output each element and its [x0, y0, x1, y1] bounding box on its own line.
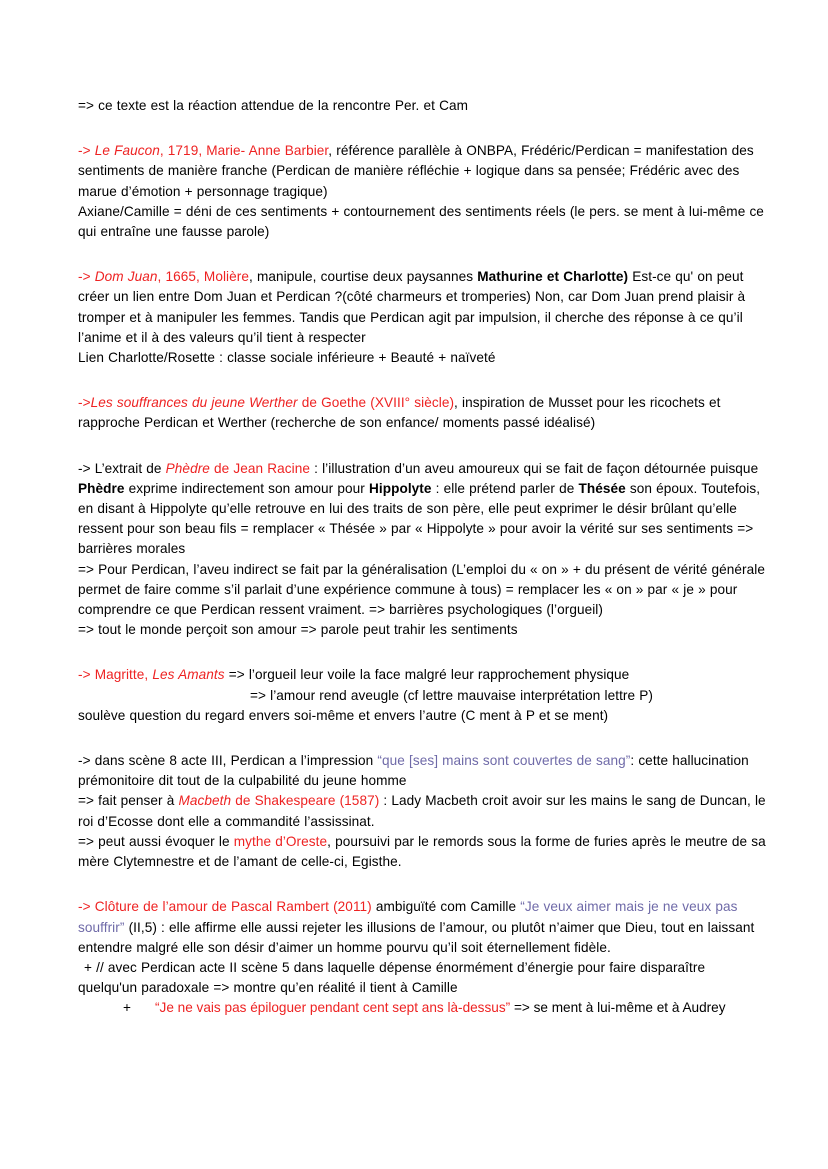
spacer — [78, 368, 768, 393]
work-title-dom-juan: Dom Juan — [94, 269, 158, 285]
macbeth-commentary: : Lady Macbeth croit avoir sur les mains le sang de Duncan, le roi d’Ecosse dont elle a commandité l’assissinat. — [78, 793, 766, 829]
arrow-marker: -> — [78, 899, 95, 915]
phedre-text-b: exprime indirectement son amour pour — [124, 480, 369, 496]
perdican-acte2-scene5-line: + // avec Perdican acte II scène 5 dans laquelle dépense énormément d’énergie pour faire disparaître quelqu'un paradoxale => montre qu’en réalité il tient à Camille — [78, 959, 706, 996]
spacer — [78, 242, 768, 267]
arrow-marker: -> — [78, 269, 95, 285]
arrow-marker: -> — [78, 395, 91, 411]
work-reference-le-faucon: , 1719, Marie- Anne Barbier — [159, 143, 329, 159]
notes-body — [78, 96, 768, 1019]
axiane-camille-line: Axiane/Camille = déni de ces sentiments + contournement des sentiments réels (le pers. se ment à lui-même ce qui entraîne une fausse parole) — [78, 203, 764, 240]
oreste-lead: => peut aussi évoquer le — [78, 833, 234, 849]
intro-line: => ce texte est la réaction attendue de la rencontre Per. et Cam — [78, 98, 468, 113]
paragraph-macbeth — [78, 751, 768, 832]
bullet-plus-marker: + — [123, 1000, 131, 1016]
bullet-item-text — [155, 998, 768, 1018]
dom-juan-text-a: , manipule, courtise deux paysannes — [248, 269, 478, 285]
spacer — [78, 726, 768, 751]
quote-je-veux-aimer: “Je veux aimer mais je ne veux pas souffrir” — [78, 899, 738, 935]
spacer — [78, 116, 768, 141]
phedre-text-a: : l’illustration d’un aveu amoureux qui se fait de façon détournée puisque — [310, 460, 759, 476]
work-title-phedre: Phèdre — [165, 460, 210, 476]
work-reference-macbeth: de Shakespeare (1587) — [231, 793, 380, 809]
macbeth-lead: => fait penser à — [78, 793, 179, 809]
parole-trahit-line: => tout le monde perçoit son amour => parole peut trahir les sentiments — [78, 622, 518, 638]
spacer — [78, 434, 768, 459]
oreste-commentary: , poursuivi par le remords sous la forme de furies après le meutre de sa mère Clytemnestre et de l’amant de celle-ci, Egisthe. — [78, 833, 766, 870]
artist-magritte: Magritte, — [94, 667, 153, 683]
arrow-marker: -> — [78, 143, 95, 159]
work-reference-phedre: de Jean Racine — [209, 460, 311, 476]
paragraph-le-faucon — [78, 141, 768, 242]
dom-juan-text-b: Est-ce qu' on peut créer un lien entre Dom Juan et Perdican ?(côté charmeurs et tromperies) Non, car Dom Juan prend plaisir à tromper et à manipuler les femmes. Tandis que Perdican agit par impulsion, il cherche des réponse à ce qu’il l’anime et il à des valeurs qu’il tient à respecter — [78, 269, 746, 345]
magritte-indented-line: => l’amour rend aveugle (cf lettre mauvaise interprétation lettre P) — [250, 687, 653, 703]
phedre-text-d: son époux. Toutefois, en disant à Hippolyte qu’elle retrouve en lui des traits de son père, elle peut exprimer le désir brûlant qu’elle ressent pour son beau fils = remplacer « Thésée » par « Hippolyte » pour avoir la vérité sur ses sentiments => barrières morales — [78, 480, 761, 557]
quote-epiloguer-cent-sept-ans: “Je ne vais pas épiloguer pendant cent sept ans là-dessus” — [155, 1000, 511, 1016]
magritte-regard-line: soulève question du regard envers soi-même et envers l’autre (C ment à P et se ment) — [78, 707, 609, 723]
paragraph-oreste-footnote — [78, 832, 768, 872]
quote-mains-couvertes-de-sang: “que [ses] mains sont couvertes de sang” — [377, 753, 631, 769]
phedre-text-c: : elle prétend parler de — [431, 480, 579, 496]
work-title-les-amants: Les Amants — [152, 667, 225, 683]
lien-charlotte-rosette-line: Lien Charlotte/Rosette : classe sociale inférieure + Beauté + naïveté — [78, 350, 496, 366]
paragraph-intro — [78, 96, 768, 116]
work-reference-dom-juan: , 1665, Molière — [157, 269, 249, 285]
work-title-cloture-de-lamour: Clôture de l’amour de Pascal Rambert (2011) — [94, 899, 372, 915]
characters-mathurine-charlotte: Mathurine et Charlotte) — [477, 269, 629, 285]
perdican-generalisation-line: => Pour Perdican, l’aveu indirect se fait par la généralisation (L’emploi du « on » + du présent de vérité générale permet de faire comme s’il parlait d’une expérience commune à tous) = remplacer les « on » par « je » pour comprendre ce que Perdican ressent vraiment. => barrières psychologiques (l’orgueil) — [78, 561, 765, 618]
paragraph-magritte — [78, 665, 768, 726]
werther-commentary: , inspiration de Musset pour les ricochets et rapproche Perdican et Werther (recherche de son enfance/ moments passé idéalisé) — [78, 395, 721, 431]
arrow-marker: -> — [78, 667, 95, 683]
cloture-text-b: (II,5) : elle affirme elle aussi rejeter les illusions de l’amour, ou plutôt n’aimer que Dieu, tout en laissant entendre malgré elle son désir d’aimer un homme pourvu qu’il soit éternellement fidèle. — [78, 919, 755, 955]
character-phedre: Phèdre — [78, 480, 125, 496]
spacer — [78, 872, 768, 897]
hallucination-commentary: : cette hallucination prémonitoire dit tout de la culpabilité du jeune homme — [78, 753, 749, 789]
paragraph-werther — [78, 393, 768, 433]
bullet-commentary: => se ment à lui-même et à Audrey — [510, 1000, 726, 1016]
mythe-oreste-term: mythe d’Oreste — [233, 833, 328, 849]
spacer — [78, 640, 768, 665]
work-title-werther: Les souffrances du jeune Werther — [90, 395, 298, 411]
phedre-lead: -> L’extrait de — [78, 460, 166, 476]
character-thesee: Thésée — [578, 480, 626, 496]
perdican-hallucination-lead: -> dans scène 8 acte III, Perdican a l’impression — [78, 753, 378, 769]
character-hippolyte: Hippolyte — [368, 480, 432, 496]
cloture-text-a: ambiguïté com Camille — [371, 899, 521, 915]
work-title-le-faucon: Le Faucon — [94, 143, 160, 159]
magritte-text-a: => l’orgueil leur voile la face malgré leur rapprochement physique — [224, 667, 630, 683]
paragraph-dom-juan — [78, 267, 768, 368]
bullet-list — [78, 998, 768, 1018]
list-item — [123, 998, 768, 1018]
work-reference-werther: de Goethe (XVIII° siècle) — [297, 395, 455, 411]
paragraph-cloture-de-lamour — [78, 897, 768, 998]
le-faucon-commentary: , référence parallèle à ONBPA, Frédéric/Perdican = manifestation des sentiments de manière franche (Perdican de manière réfléchie + logique dans sa pensée; Frédéric avec des marue d’émotion + personnage tragique) — [78, 143, 754, 199]
paragraph-phedre — [78, 459, 768, 641]
work-title-macbeth: Macbeth — [178, 793, 232, 809]
